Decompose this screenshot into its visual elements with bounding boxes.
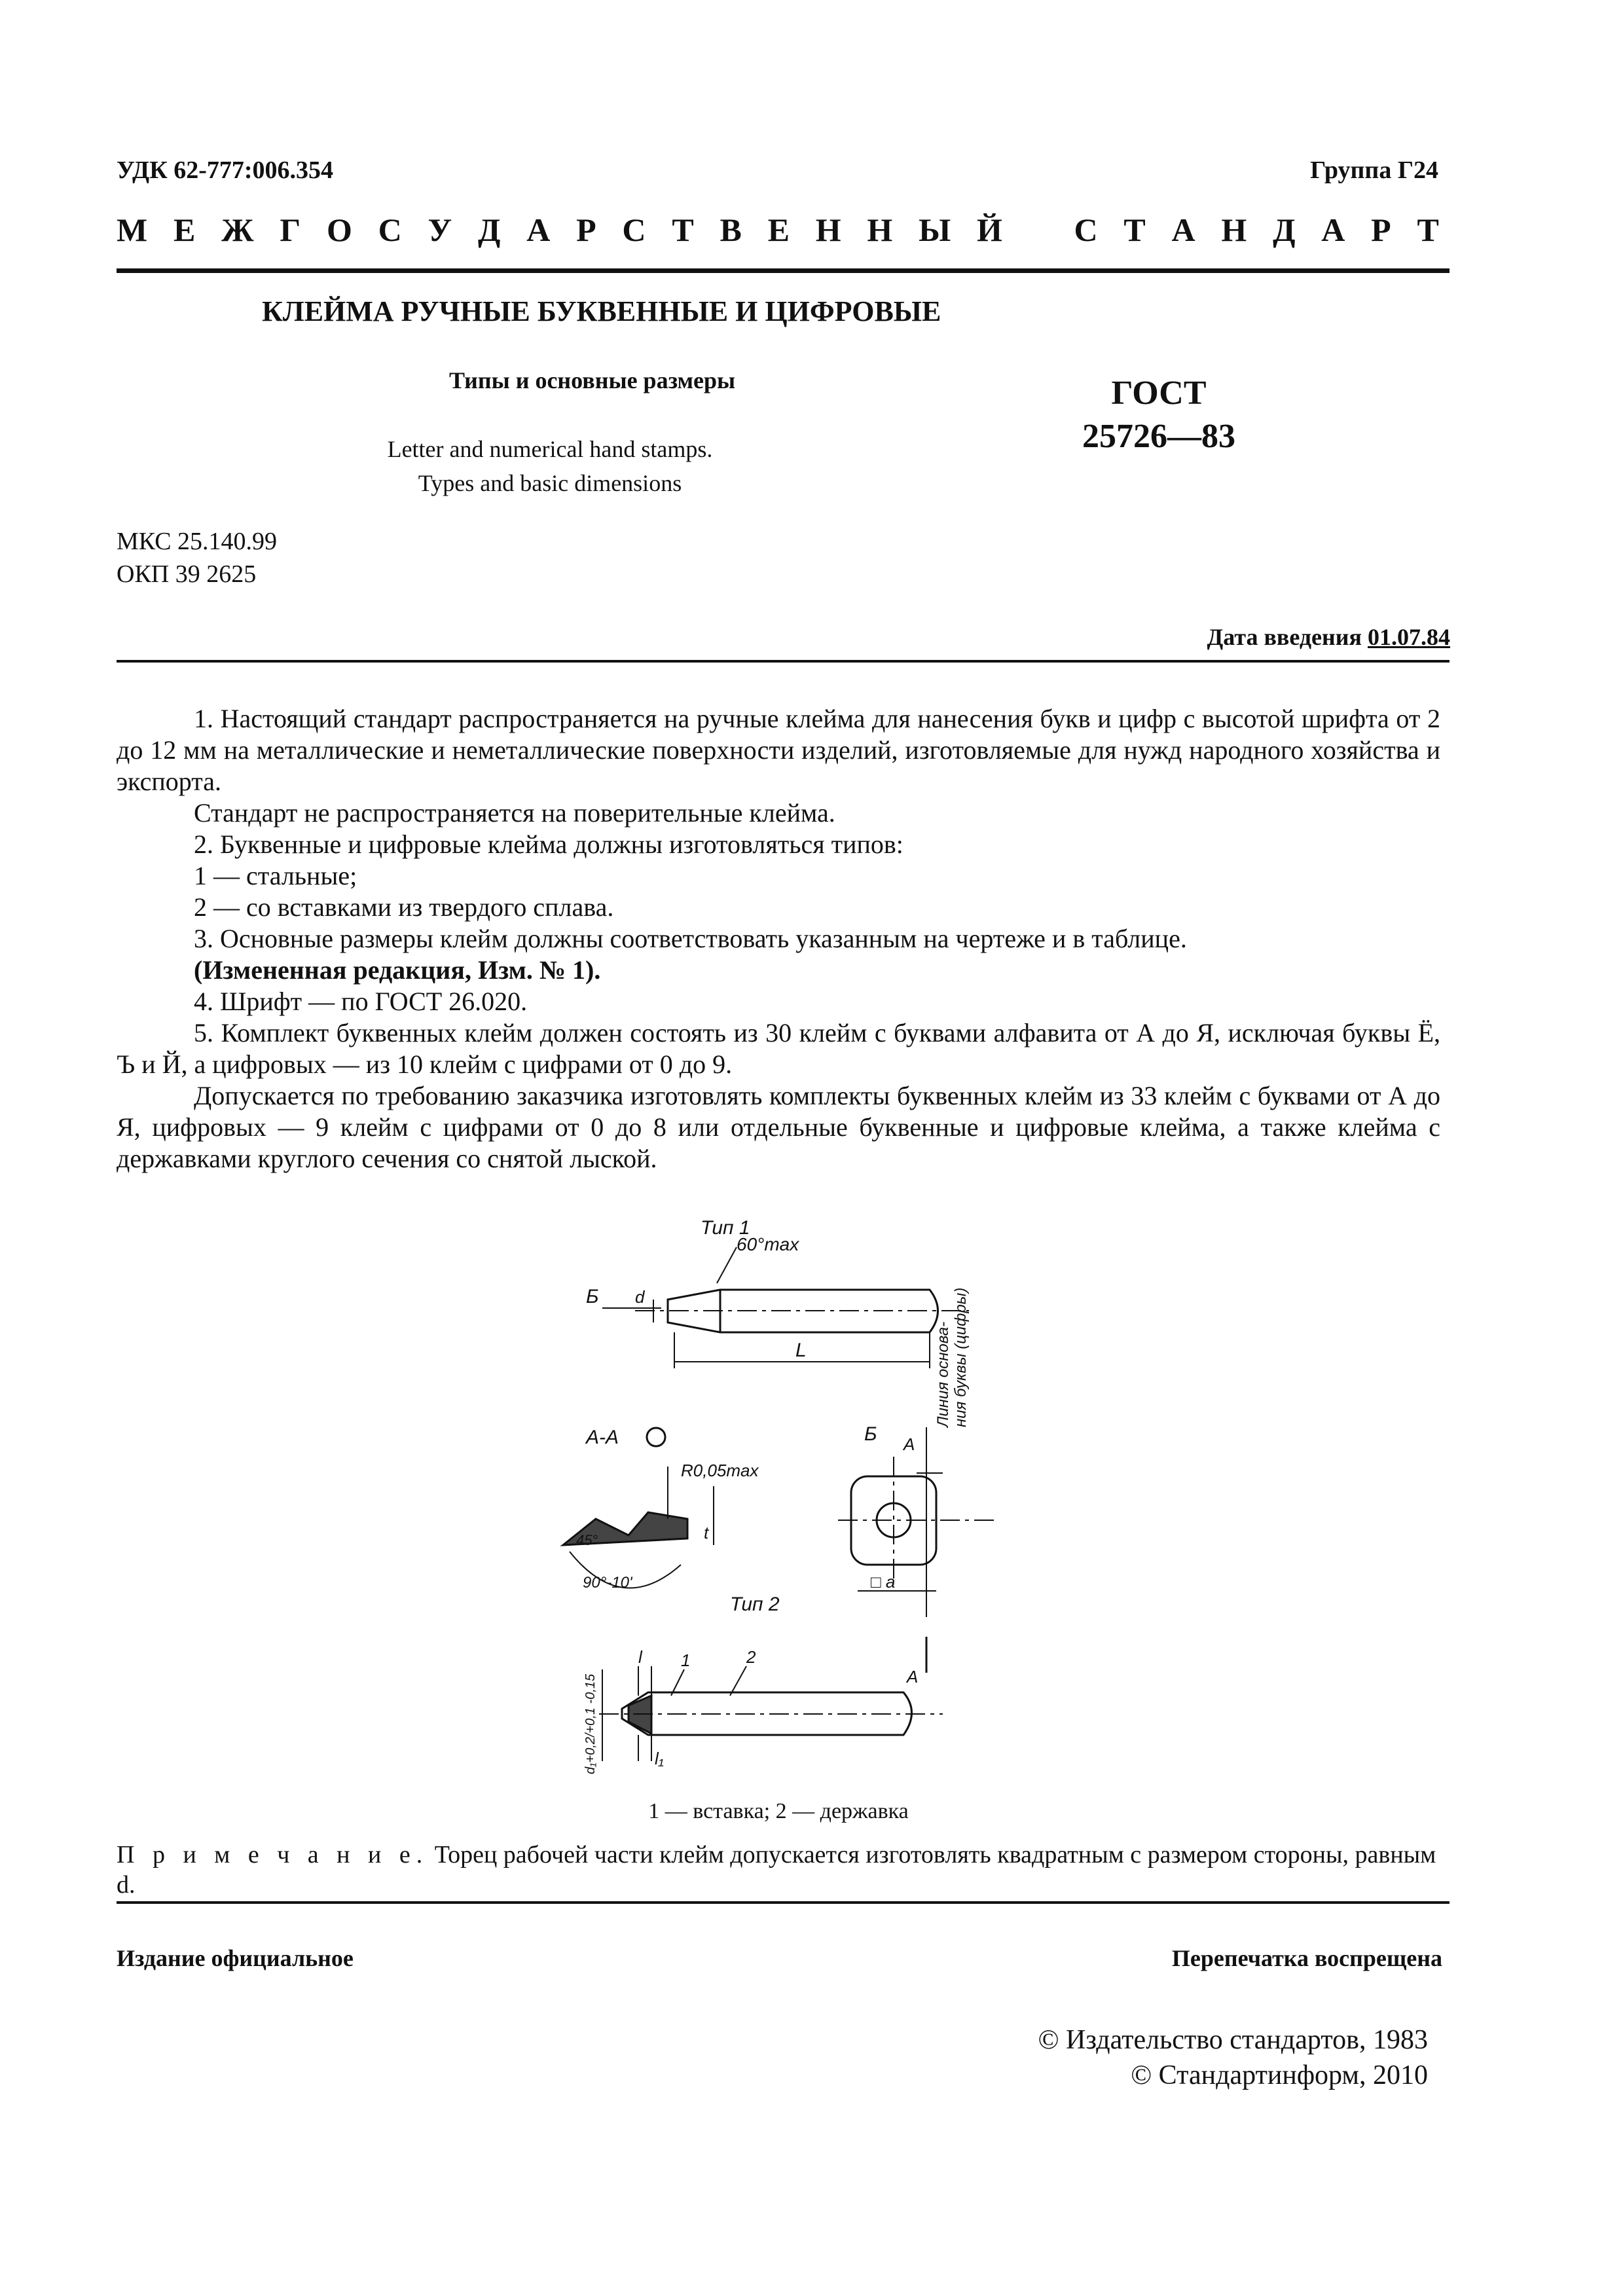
paragraph-scope-exclusion: Стандарт не распространяется на поверительные клейма. xyxy=(194,798,835,828)
paragraph-1: 1. Настоящий стандарт распространяется на ручные клейма для нанесения букв и цифр с высотой шрифта от 2 до 12 мм на металлические и неметаллические поверхности изделий, изготовляемые для нужд народного хозяйства и экспорта. xyxy=(117,704,1440,796)
section-a-bottom-label: А xyxy=(907,1667,919,1686)
figure-caption: 1 — вставка; 2 — державка xyxy=(648,1799,909,1823)
section-label: А-А xyxy=(586,1427,619,1448)
introduction-date xyxy=(1207,623,1451,651)
note-text: Торец рабочей части клейм допускается изготовлять квадратным с размером стороны, равным d. xyxy=(117,1841,1436,1899)
english-title-line-1: Letter and numerical hand stamps. xyxy=(387,436,713,462)
l-small-label: l xyxy=(638,1647,642,1667)
paragraph-5: 5. Комплект буквенных клейм должен состоять из 30 клейм с буквами алфавита от А до Я, исключая буквы Ё, Ъ и Й, а цифровых — из 10 клейм с цифрами от 0 до 9. xyxy=(117,1018,1440,1079)
d-dimension-label: d xyxy=(635,1287,645,1307)
d1-tolerance-label: d₁+0,2/+0,1 -0,15 xyxy=(583,1673,598,1774)
radius-label: R0,05max xyxy=(681,1461,759,1480)
udk-code: УДК 62-777:006.354 xyxy=(117,156,334,184)
paragraph-5-allowance: Допускается по требованию заказчика изготовлять комплекты буквенных клейм из 33 клейм с буквами от А до Я, цифровых — 9 клейм с цифрами от 0 до 8 или отдельные буквенные и цифровые клейма, а также клейма с державками круглого сечения со снятой лыской. xyxy=(117,1081,1440,1173)
section-a-top-label: А xyxy=(903,1434,915,1454)
square-a-label: □ a xyxy=(871,1572,896,1592)
english-title xyxy=(367,432,733,500)
introduction-date-label: Дата введения xyxy=(1207,624,1362,650)
type2-label: Тип 2 xyxy=(730,1594,780,1615)
paragraph-3: 3. Основные размеры клейм должны соответствовать указанным на чертеже и в таблице. xyxy=(194,924,1187,953)
english-title-line-2: Types and basic dimensions xyxy=(418,470,682,496)
type2-stamp-body xyxy=(622,1692,912,1735)
view-b-label: Б xyxy=(864,1423,877,1445)
introduction-date-value: 01.07.84 xyxy=(1368,624,1450,650)
official-edition: Издание официальное xyxy=(117,1945,354,1971)
note-label: П р и м е ч а н и е. xyxy=(117,1841,429,1868)
baseline-label-1: Линия основа- xyxy=(934,1321,952,1427)
baseline-label-2: ния буквы (цифры) xyxy=(952,1287,970,1427)
type1-label: Тип 1 xyxy=(701,1217,750,1239)
intro-rule xyxy=(117,660,1450,663)
standard-body xyxy=(117,703,1440,1175)
footer-rule xyxy=(117,1901,1450,1904)
paragraph-4: 4. Шрифт — по ГОСТ 26.020. xyxy=(194,987,528,1016)
classification-codes xyxy=(117,525,277,591)
group-code: Группа Г24 xyxy=(1310,156,1438,184)
angle-max-label: 60°max xyxy=(737,1234,799,1254)
t-dimension-label: t xyxy=(704,1523,709,1542)
position-2-label: 2 xyxy=(746,1647,756,1667)
angle-45-label: 45° xyxy=(576,1532,598,1548)
paragraph-2: 2. Буквенные и цифровые клейма должны изготовляться типов: xyxy=(194,829,903,859)
document-subtitle: Типы и основные размеры xyxy=(449,367,736,393)
reprint-prohibited: Перепечатка воспрещена xyxy=(1171,1945,1442,1971)
copyright-2010: © Стандартинформ, 2010 xyxy=(1131,2060,1428,2090)
type-2-item: 2 — со вставками из твердого сплава. xyxy=(194,892,614,922)
header-rule xyxy=(117,268,1450,273)
okp-code: ОКП 39 2625 xyxy=(117,560,257,588)
angle-90-label: 90°-10' xyxy=(583,1574,632,1592)
l1-label: l₁ xyxy=(655,1749,664,1768)
gost-number xyxy=(1074,372,1244,458)
interstate-standard-heading: М Е Ж Г О С У Д А Р С Т В Е Н Н Ы Й С Т А Н Д А Р Т xyxy=(117,211,1439,248)
document-title: КЛЕЙМА РУЧНЫЕ БУКВЕННЫЕ И ЦИФРОВЫЕ xyxy=(262,295,941,327)
gost-code: 25726—83 xyxy=(1082,418,1235,455)
position-1-label: 1 xyxy=(681,1650,691,1670)
amendment-note: (Измененная редакция, Изм. № 1). xyxy=(194,955,601,985)
type-1-item: 1 — стальные; xyxy=(194,861,357,890)
mks-code: МКС 25.140.99 xyxy=(117,528,278,555)
note xyxy=(117,1840,1440,1900)
view-b-arrow-label: Б xyxy=(586,1286,599,1307)
stamp-drawing xyxy=(537,1211,1034,1774)
gost-label: ГОСТ xyxy=(1111,374,1207,412)
l-dimension-label: L xyxy=(795,1339,807,1361)
copyright-1983: © Издательство стандартов, 1983 xyxy=(1038,2025,1428,2055)
